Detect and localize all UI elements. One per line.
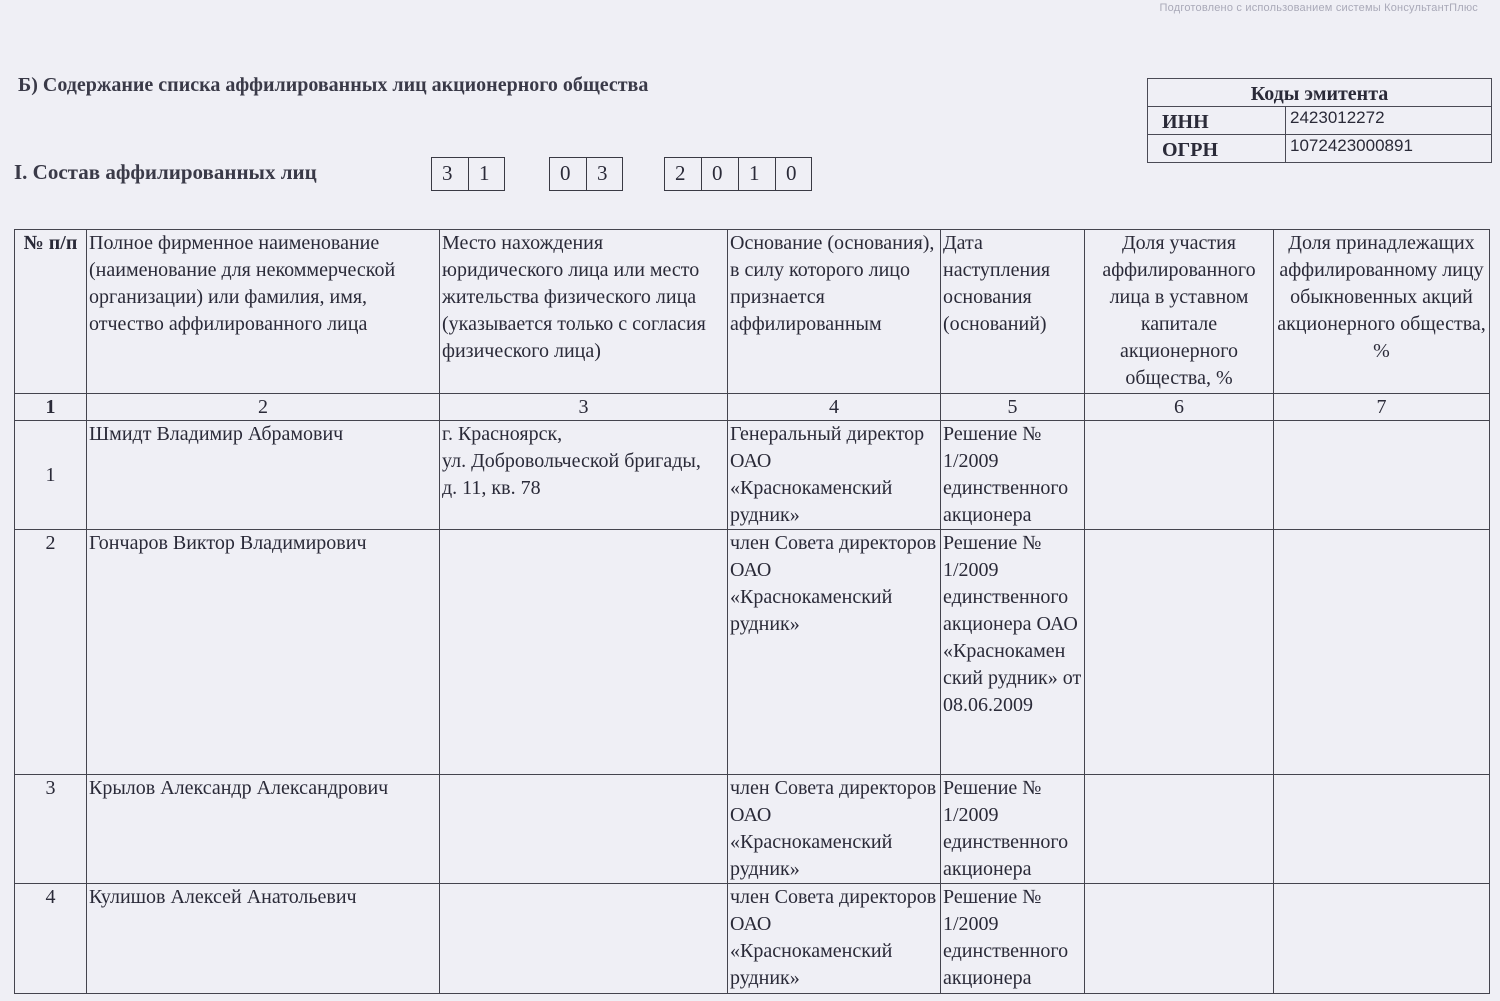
affiliate-basis-date: Решение № 1/2009 единственного акционера (941, 884, 1085, 994)
date-year-digit: 0 (701, 157, 738, 191)
affiliate-basis: член Совета директоров ОАО «Краснокаменский рудник» (728, 884, 941, 994)
column-number: 2 (87, 394, 440, 421)
column-number: 5 (941, 394, 1085, 421)
share-stock (1274, 775, 1490, 884)
part-title: I. Состав аффилированных лиц (14, 160, 317, 184)
ogrn-label: ОГРН (1148, 135, 1286, 162)
date-day-digit: 1 (468, 157, 505, 191)
date-year-digit: 0 (775, 157, 812, 191)
affiliate-basis-date: Решение № 1/2009 единственного акционера ОАО «Краснокамен ский рудник» от 08.06.2009 (941, 530, 1085, 775)
row-number: 1 (15, 421, 87, 530)
column-number: 6 (1085, 394, 1274, 421)
header-cell: Дата наступления основания (оснований) (941, 230, 1085, 394)
inn-label: ИНН (1148, 107, 1286, 134)
header-cell: Доля принадлежащих аффилированному лицу обыкновенных акций акционерного общества, % (1274, 230, 1490, 394)
header-cell: Полное фирменное наименование (наименование для некоммерческой организации) или фамилия, имя, отчество аффилированного лица (87, 230, 440, 394)
affiliate-location: г. Красноярск, ул. Добровольческой бригады, д. 11, кв. 78 (440, 421, 728, 530)
affiliate-basis-date: Решение № 1/2009 единственного акционера (941, 775, 1085, 884)
issuer-codes-title: Коды эмитента (1148, 79, 1491, 107)
ogrn-row (1148, 135, 1491, 162)
table-row (15, 530, 1490, 775)
affiliates-table (14, 229, 1490, 994)
affiliate-name: Шмидт Владимир Абрамович (87, 421, 440, 530)
date-month (549, 157, 623, 191)
column-number-row (15, 394, 1490, 421)
header-cell: Основание (основания), в силу которого лицо признается аффилированным (728, 230, 941, 394)
table-header-row (15, 230, 1490, 394)
watermark-text: Подготовлено с использованием системы КонсультантПлюс (1159, 2, 1478, 14)
share-stock (1274, 530, 1490, 775)
table-row (15, 884, 1490, 994)
issuer-codes-box (1147, 78, 1492, 163)
column-number: 1 (15, 394, 87, 421)
date-month-digit: 0 (549, 157, 586, 191)
date-day-digit: 3 (431, 157, 468, 191)
affiliate-basis: член Совета директоров ОАО «Краснокаменский рудник» (728, 775, 941, 884)
column-number: 3 (440, 394, 728, 421)
date-year-digit: 1 (738, 157, 775, 191)
affiliate-basis: Генеральный директор ОАО «Краснокаменский рудник» (728, 421, 941, 530)
column-number: 4 (728, 394, 941, 421)
header-cell: Место нахождения юридического лица или место жительства физического лица (указывается только с согласия физического лица) (440, 230, 728, 394)
row-number: 2 (15, 530, 87, 775)
date-day (431, 157, 505, 191)
date-year-digit: 2 (664, 157, 701, 191)
affiliate-location (440, 884, 728, 994)
section-title: Б) Содержание списка аффилированных лиц акционерного общества (18, 74, 649, 96)
header-cell: № п/п (15, 230, 87, 394)
header-cell: Доля участия аффилированного лица в уставном капитале акционерного общества, % (1085, 230, 1274, 394)
table-row (15, 775, 1490, 884)
affiliate-location (440, 530, 728, 775)
ogrn-value: 1072423000891 (1290, 136, 1413, 155)
share-capital (1085, 775, 1274, 884)
inn-value: 2423012272 (1290, 108, 1385, 127)
share-capital (1085, 530, 1274, 775)
column-number: 7 (1274, 394, 1490, 421)
date-year (664, 157, 812, 191)
share-stock (1274, 884, 1490, 994)
row-number: 4 (15, 884, 87, 994)
affiliate-basis: член Совета директоров ОАО «Краснокаменский рудник» (728, 530, 941, 775)
affiliate-name: Крылов Александр Александрович (87, 775, 440, 884)
inn-row (1148, 107, 1491, 135)
affiliate-name: Кулишов Алексей Анатольевич (87, 884, 440, 994)
table-row (15, 421, 1490, 530)
affiliate-basis-date: Решение № 1/2009 единственного акционера (941, 421, 1085, 530)
share-capital (1085, 421, 1274, 530)
share-capital (1085, 884, 1274, 994)
date-month-digit: 3 (586, 157, 623, 191)
row-number: 3 (15, 775, 87, 884)
share-stock (1274, 421, 1490, 530)
affiliate-name: Гончаров Виктор Владимирович (87, 530, 440, 775)
affiliate-location (440, 775, 728, 884)
